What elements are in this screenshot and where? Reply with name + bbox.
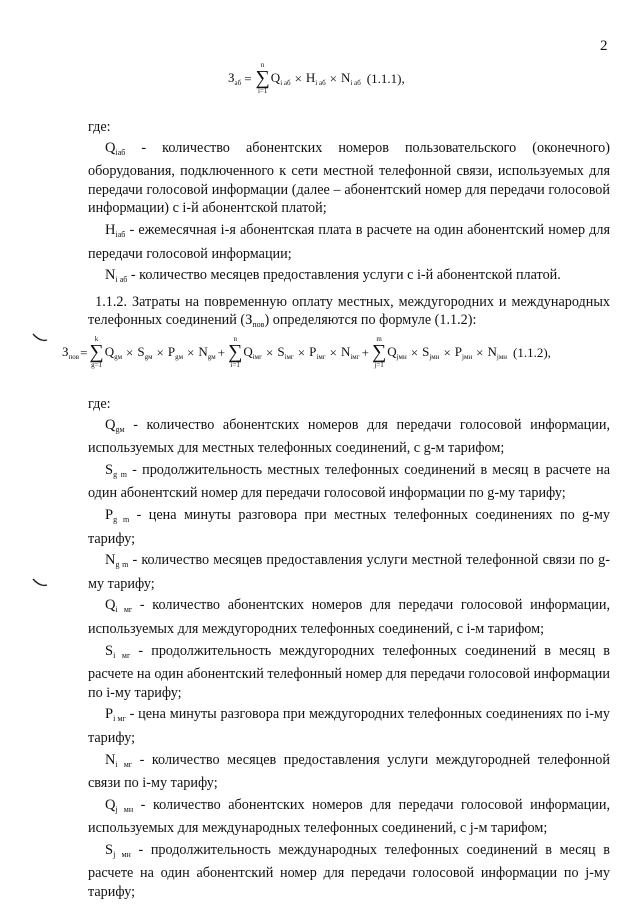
definitions-block-2 <box>88 395 610 902</box>
summation-sign-g: k ∑ g=1 <box>89 335 104 369</box>
where-label: где: <box>88 119 111 135</box>
equals-sign: = <box>244 70 252 86</box>
term-n: $N_{i аб}$ <box>341 70 361 87</box>
equals-sign: = <box>80 344 88 360</box>
formula-lhs: $З_{аб}$ <box>228 70 242 87</box>
definition-p-img: $P_{i мг}$ - цена минуты разговора при междугородних телефонных соединениях по i-му тарифу; <box>88 706 610 746</box>
definition-q-gm: $Q_{gм}$ - количество абонентских номеров для передачи голосовой информации, используемых для местных телефонных соединений, с g-м тарифом; <box>88 416 610 457</box>
summation-sign-j: m ∑ j=1 <box>371 335 387 369</box>
definition-n-gm: $N_{g m}$ - количество месяцев предоставления услуги местной телефонной связи по g-му тарифу; <box>88 552 610 592</box>
where-label: где: <box>88 396 111 412</box>
summation-sign-i: n ∑ i=1 <box>228 335 243 369</box>
times-sign: × <box>294 70 302 86</box>
margin-mark <box>32 333 48 343</box>
definition-s-img: $S_{i мг}$ - продолжительность междугородних телефонных соединений в месяц в расчете на один абонентский телефонный номер для передачи голосовой информации по i-му тарифу; <box>88 642 610 701</box>
definition-q-img: $Q_{i мг}$ - количество абонентских номеров для передачи голосовой информации, используемых для междугородних телефонных соединений, с i-м тарифом; <box>88 597 610 637</box>
definition-n-img: $N_{i мг}$ - количество месяцев предоставления услуги междугородней телефонной связи по i-му тарифу; <box>88 751 610 792</box>
term-h: $Н_{i аб}$ <box>305 70 326 87</box>
definition-q-ab: $Q_{iаб}$ - количество абонентских номеров пользовательского (оконечного) оборудования, подключенного к сети местной телефонной связи, используемых для передачи голосовой информации (далее – абонентский номер для передачи голосовой информации) с i-й абонентской платой; <box>88 139 610 217</box>
definition-n-ab: $N_{i аб}$ - количество месяцев предоставления услуги с i-й абонентской платой. <box>105 267 561 285</box>
formula-number: (1.1.1), <box>366 70 405 86</box>
times-sign: × <box>329 70 338 86</box>
formula-lhs: $З_{пов}$ <box>62 344 80 361</box>
definition-h-ab: $Н_{iаб}$ - ежемесячная i-я абонентская плата в расчете на один абонентский номер для передачи голосовой информации; <box>88 221 610 262</box>
definition-q-jmn: $Q_{j мн}$ - количество абонентских номеров для передачи голосовой информации, используемых для международных телефонных соединений, с j-м тарифом; <box>88 796 610 837</box>
term-q: $Q_{i аб}$ <box>270 70 291 87</box>
formula-number: (1.1.2), <box>513 344 551 360</box>
summation-sign: n ∑ i=1 <box>255 61 270 95</box>
definition-s-gm: $S_{g m}$ - продолжительность местных телефонных соединений в месяц в расчете на один абонентский номер для передачи голосовой информации по g-му тарифу; <box>88 461 610 502</box>
definition-s-jmn: $S_{j мн}$ - продолжительность международных телефонных соединений в месяц в расчете на один абонентский номер для передачи голосовой информации по j-му тарифу; <box>88 841 611 901</box>
formula-1-1-2: $З_{пов}$ = k ∑ g=1 $Q_{gм}$ × $S_{gм}$ × $P_{gм}$ × $N_{gм}$ + n ∑ i=1 $Q_{iмг}$ × $S_{iмг}$ × $P_{iмг}$ × $N_{iмг}$ + m ∑ j=1 $Q_{jмн}$ × $S_{jмн}$ × $P_{jмн}$ × $N_{jмн}$ (1.1.2), <box>62 335 551 369</box>
paragraph-1-1-2: 1.1.2. Затраты на повременную оплату местных, междугородних и международных телефонных соединений $(З_{пов})$ определяются по формуле (1.1.2): <box>88 293 610 330</box>
page-number: 2 <box>600 38 608 54</box>
definitions-block-1 <box>88 118 610 335</box>
margin-mark <box>32 578 48 588</box>
formula-1-1-1 <box>228 62 405 95</box>
definition-p-gm: $P_{g m}$ - цена минуты разговора при местных телефонных соединениях по g-му тарифу; <box>88 506 610 547</box>
